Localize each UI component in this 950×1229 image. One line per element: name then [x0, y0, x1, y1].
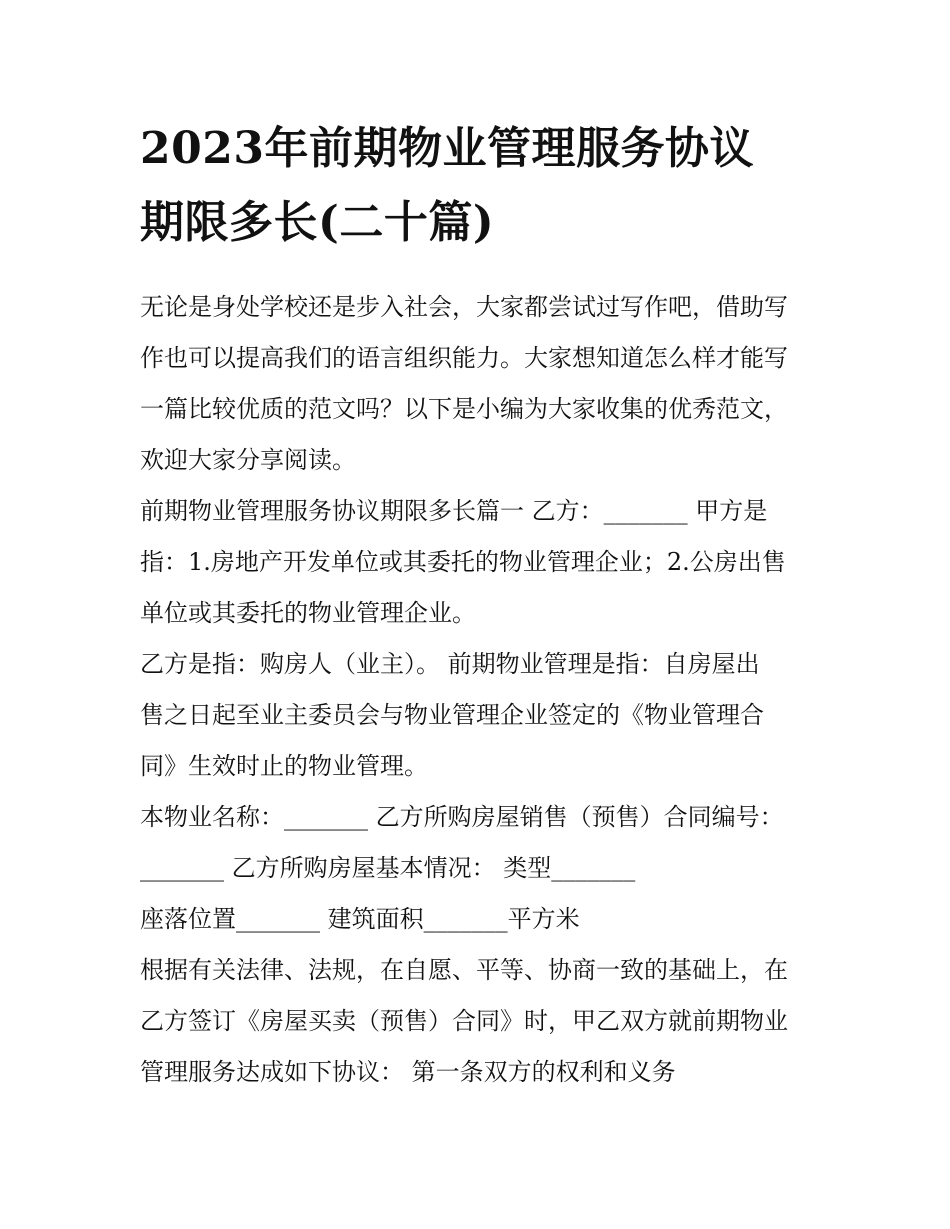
paragraph-property-info	[140, 792, 810, 894]
text-line: 乙方是指：购房人（业主）。 前期物业管理是指：自房屋出	[140, 650, 760, 678]
text-line: 座落位置_______ 建筑面积_______平方米	[140, 905, 580, 933]
text-line: 乙方签订《房屋买卖（预售）合同》时，甲乙双方就前期物业	[140, 1007, 788, 1035]
text-line: 欢迎大家分享阅读。	[140, 446, 356, 474]
text-line: 指：1.房地产开发单位或其委托的物业管理企业；2.公房出售	[140, 548, 786, 576]
title-line: 2023年前期物业管理服务协议	[140, 123, 754, 174]
text-line: 无论是身处学校还是步入社会，大家都尝试过写作吧，借助写	[140, 293, 788, 321]
text-line: 根据有关法律、法规，在自愿、平等、协商一致的基础上，在	[140, 956, 788, 984]
paragraph-intro	[140, 282, 810, 486]
paragraph-definitions	[140, 639, 810, 792]
paragraph-agreement	[140, 945, 810, 1098]
text-line: 单位或其委托的物业管理企业。	[140, 599, 476, 627]
text-line: 前期物业管理服务协议期限多长篇一 乙方：_______ 甲方是	[140, 497, 768, 525]
text-line: _______ 乙方所购房屋基本情况： 类型_______	[140, 854, 636, 882]
paragraph-parties	[140, 486, 810, 639]
title-line: 期限多长(二十篇)	[140, 197, 495, 248]
text-line: 本物业名称：_______ 乙方所购房屋销售（预售）合同编号：	[140, 803, 784, 831]
text-line: 作也可以提高我们的语言组织能力。大家想知道怎么样才能写	[140, 344, 788, 372]
text-line: 售之日起至业主委员会与物业管理企业签定的《物业管理合	[140, 701, 764, 729]
text-line: 一篇比较优质的范文吗？以下是小编为大家收集的优秀范文，	[140, 395, 788, 423]
text-line: 管理服务达成如下协议： 第一条双方的权利和义务	[140, 1058, 676, 1086]
text-line: 同》生效时止的物业管理。	[140, 752, 428, 780]
document-title	[140, 112, 810, 260]
document-body	[140, 282, 810, 1098]
paragraph-location-area	[140, 894, 810, 945]
